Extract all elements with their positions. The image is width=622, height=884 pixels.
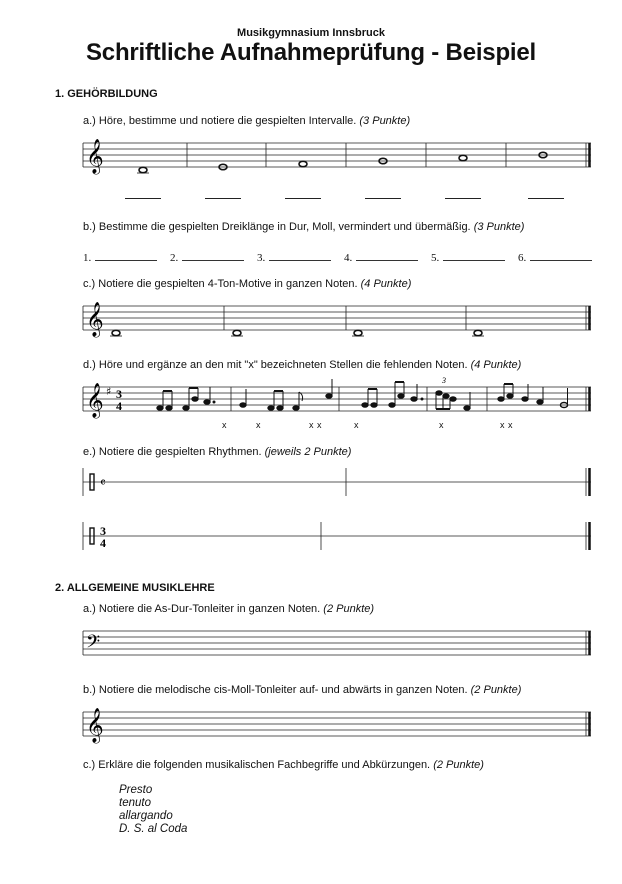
staff-intervals (83, 139, 591, 183)
whole-note (474, 330, 482, 335)
interval-answer-blanks (83, 198, 591, 208)
staff-melody-completion (83, 376, 591, 437)
triplet-mark: 3 (442, 376, 446, 385)
task-1d (83, 359, 521, 371)
task-2b-points: (2 Punkte) (470, 684, 522, 696)
term-item: allargando (119, 810, 173, 822)
treble-clef-icon: 𝄞 (86, 302, 104, 337)
treble-clef-icon: 𝄞 (86, 383, 104, 418)
missing-note-marker: x (354, 420, 359, 430)
terms-list (119, 784, 187, 836)
task-1e (83, 446, 351, 458)
missing-note-marker: x (309, 420, 314, 430)
term-item: D. S. al Coda (119, 823, 188, 835)
task-2c (83, 759, 484, 771)
task-1e-text: e.) Notiere die gespielten Rhythmen. (83, 446, 262, 458)
answer-blank[interactable] (528, 198, 564, 199)
whole-note (139, 167, 147, 172)
answer-blank[interactable] (445, 198, 481, 199)
missing-note-marker: x (256, 420, 261, 430)
whole-note (233, 330, 241, 335)
task-1d-points: (4 Punkte) (470, 359, 522, 371)
time-signature-top: 3 (100, 524, 106, 538)
task-2a-text: a.) Notiere die As-Dur-Tonleiter in ganzen Noten. (83, 603, 321, 615)
missing-note-marker: x (500, 420, 505, 430)
time-signature-bottom: 4 (116, 399, 122, 413)
answer-blank[interactable] (205, 198, 241, 199)
task-2a-points: (2 Punkte) (323, 603, 375, 615)
treble-clef-icon: 𝄞 (86, 708, 104, 743)
task-2a (83, 603, 374, 615)
time-signature-bottom: 4 (100, 536, 106, 550)
page-title: Schriftliche Aufnahmeprüfung - Beispiel (85, 39, 537, 66)
missing-note-marker: x (439, 420, 444, 430)
task-2c-text: c.) Erkläre die folgenden musikalischen Fachbegriffe und Abkürzungen. (83, 759, 431, 771)
rhythm-line-common-time (83, 468, 591, 498)
task-2b (83, 684, 521, 696)
rhythm-line-three-four (83, 522, 591, 552)
answer-blank[interactable] (285, 198, 321, 199)
answer-blank[interactable] (125, 198, 161, 199)
triad-answer[interactable]: 1. (83, 251, 157, 264)
term-item: tenuto (119, 797, 151, 809)
task-1b (83, 221, 524, 233)
task-1d-text: d.) Höre und ergänze an den mit "x" bezeichneten Stellen die fehlenden Noten. (83, 359, 468, 371)
missing-note-marker: x (222, 420, 227, 430)
treble-clef-icon: 𝄞 (86, 139, 104, 174)
whole-note (459, 155, 467, 160)
section-heading-musiklehre: 2. ALLGEMEINE MUSIKLEHRE (55, 582, 215, 594)
school-name: Musikgymnasium Innsbruck (237, 27, 385, 39)
term-item: Presto (119, 784, 153, 796)
task-1c (83, 278, 411, 290)
whole-note (354, 330, 362, 335)
staff-motives (83, 302, 591, 340)
task-1c-text: c.) Notiere die gespielten 4-Ton-Motive in ganzen Noten. (83, 278, 358, 290)
task-1b-points: (3 Punkte) (473, 221, 525, 233)
whole-note (112, 330, 120, 335)
task-2c-points: (2 Punkte) (433, 759, 484, 771)
staff-treble-scale (83, 708, 591, 746)
triad-answer[interactable]: 3. (257, 251, 331, 264)
triad-answer[interactable]: 2. (170, 251, 244, 264)
sharp-icon: ♯ (106, 385, 112, 398)
section-heading-gehoerbildung: 1. GEHÖRBILDUNG (55, 88, 158, 100)
time-signature-top: 3 (116, 387, 122, 401)
staff-bass-scale (83, 631, 591, 661)
triad-answer[interactable]: 4. (344, 251, 418, 264)
common-time-icon: 𝄴 (100, 476, 106, 491)
triad-answer[interactable]: 6. (518, 251, 592, 264)
answer-blank[interactable] (365, 198, 401, 199)
missing-note-marker: x (508, 420, 513, 430)
task-1b-text: b.) Bestimme die gespielten Dreiklänge in Dur, Moll, vermindert und übermäßig. (83, 221, 471, 233)
task-1a (83, 115, 410, 127)
task-1e-points: (jeweils 2 Punkte) (264, 446, 352, 458)
task-2b-text: b.) Notiere die melodische cis-Moll-Tonleiter auf- und abwärts in ganzen Noten. (83, 684, 468, 696)
missing-note-marker: x (317, 420, 322, 430)
task-1c-points: (4 Punkte) (360, 278, 412, 290)
bass-clef-icon: 𝄢 (86, 632, 101, 657)
whole-note (299, 161, 307, 166)
triad-answer[interactable]: 5. (431, 251, 505, 264)
task-1a-points: (3 Punkte) (359, 115, 411, 127)
task-1a-text: a.) Höre, bestimme und notiere die gespielten Intervalle. (83, 115, 357, 127)
